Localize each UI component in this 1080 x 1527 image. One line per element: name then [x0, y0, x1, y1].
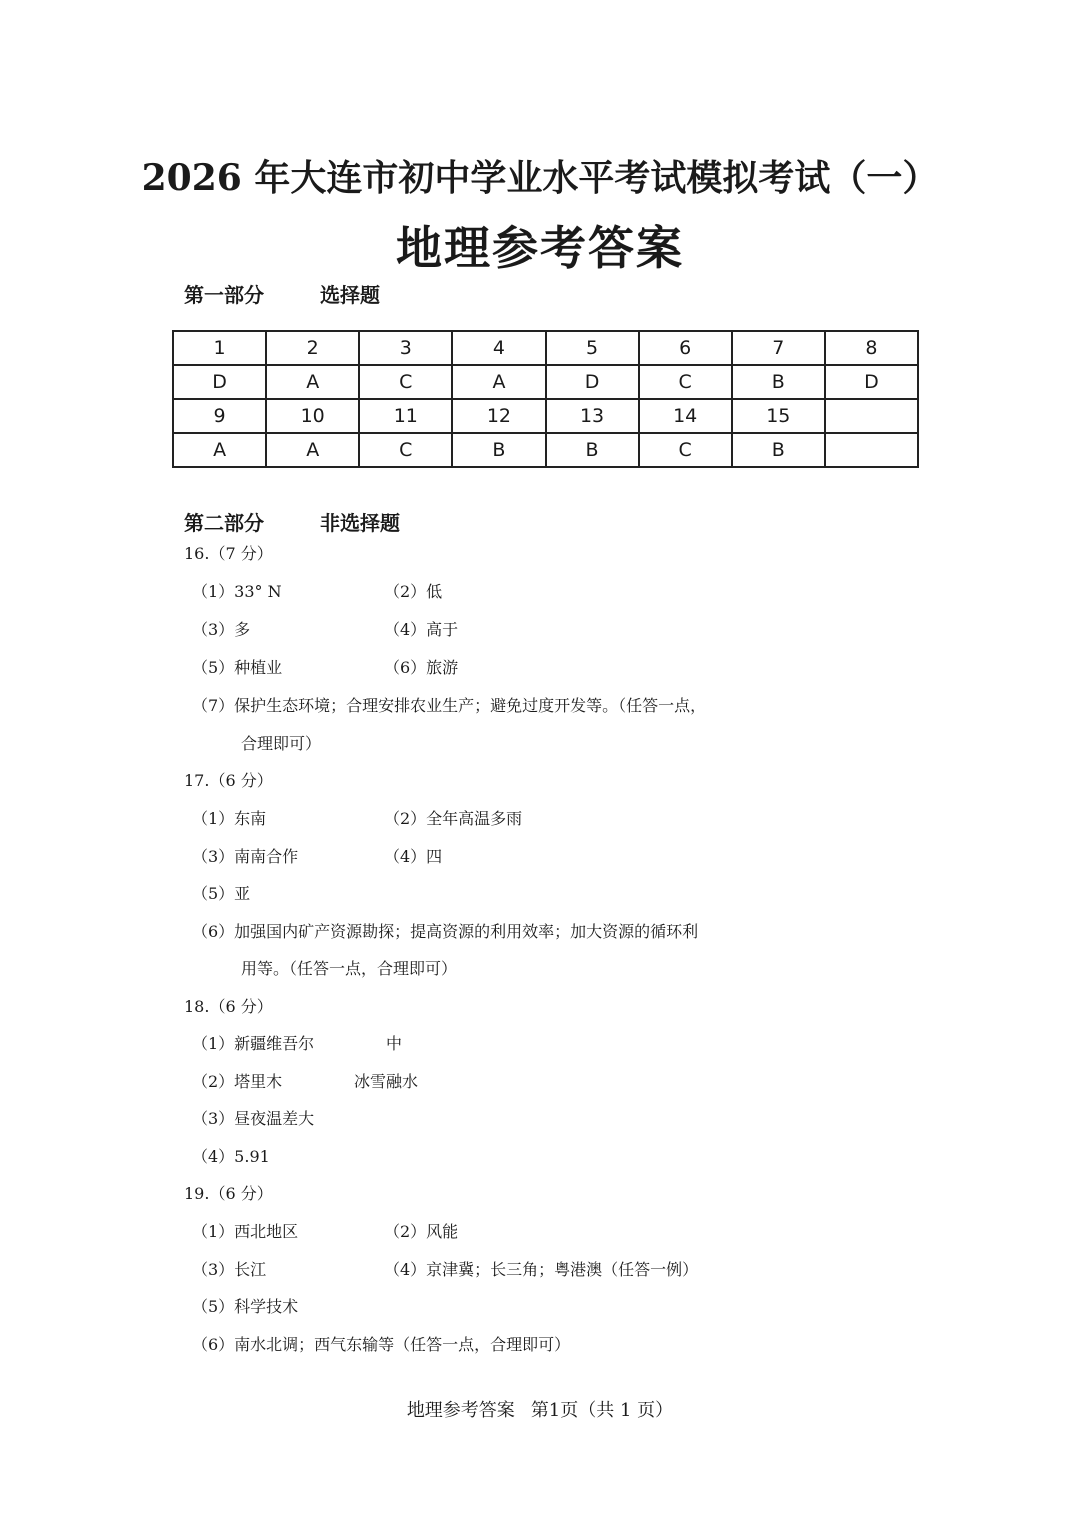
answer-cell: C	[639, 365, 732, 399]
q16-answer-3: （3）多	[192, 620, 251, 639]
q18-answer-2-extra: 冰雪融水	[354, 1072, 419, 1091]
q17-answer-1: （1）东南	[192, 809, 267, 828]
q18-answer-1: （1）新疆维吾尔	[192, 1034, 315, 1053]
answer-row	[173, 365, 918, 399]
question-number-cell: 13	[546, 399, 639, 433]
part2-heading	[184, 507, 400, 536]
question-number-cell: 15	[732, 399, 825, 433]
q16-answer-1: （1）33° N	[192, 582, 282, 601]
q17-answer-5: （5）亚	[192, 884, 251, 903]
question-number-cell: 10	[266, 399, 359, 433]
q19-answer-4: （4）京津冀；长三角；粤港澳（任答一例）	[384, 1260, 699, 1279]
q16-answer-4: （4）高于	[384, 620, 459, 639]
part1-name: 选择题	[320, 283, 380, 307]
answer-cell: C	[359, 433, 452, 467]
q19-answer-6: （6）南水北调；西气东输等（任答一点，合理即可）	[192, 1335, 571, 1354]
question-number-cell: 14	[639, 399, 732, 433]
q16-answer-7: （7）保护生态环境；合理安排农业生产；避免过度开发等。（任答一点，	[192, 696, 707, 715]
part1-heading	[184, 279, 380, 308]
q16-answer-6: （6）旅游	[384, 658, 459, 677]
q18-heading: 18.（6 分）	[184, 997, 273, 1016]
q18-answer-1-extra: 中	[386, 1034, 403, 1053]
q17-answer-6: （6）加强国内矿产资源勘探；提高资源的利用效率；加大资源的循环利	[192, 922, 699, 941]
q18-answer-4: （4）5.91	[192, 1147, 270, 1166]
question-number-cell	[825, 399, 918, 433]
footer-doc-name: 地理参考答案	[406, 1400, 515, 1421]
q19-answer-2: （2）风能	[384, 1222, 459, 1241]
question-number-cell: 11	[359, 399, 452, 433]
multiple-choice-answer-table	[172, 330, 919, 468]
q17-answer-4: （4）四	[384, 847, 443, 866]
q17-answer-6-continued: 用等。（任答一点，合理即可）	[241, 959, 458, 978]
question-number-cell: 4	[452, 331, 545, 365]
answer-cell	[825, 433, 918, 467]
page-footer	[0, 1396, 1080, 1422]
question-number-cell: 3	[359, 331, 452, 365]
q19-answer-1: （1）西北地区	[192, 1222, 299, 1241]
q16-answer-5: （5）种植业	[192, 658, 283, 677]
question-number-cell: 8	[825, 331, 918, 365]
question-number-cell: 9	[173, 399, 266, 433]
question-number-cell: 1	[173, 331, 266, 365]
answer-cell: D	[825, 365, 918, 399]
q18-answer-2: （2）塔里木	[192, 1072, 283, 1091]
answer-cell: C	[639, 433, 732, 467]
answer-cell: A	[266, 433, 359, 467]
answer-cell: A	[173, 433, 266, 467]
question-number-cell: 5	[546, 331, 639, 365]
answer-cell: B	[452, 433, 545, 467]
question-number-cell: 12	[452, 399, 545, 433]
question-number-cell: 2	[266, 331, 359, 365]
q17-heading: 17.（6 分）	[184, 771, 273, 790]
q17-answer-3: （3）南南合作	[192, 847, 299, 866]
q16-answer-7-continued: 合理即可）	[241, 734, 322, 753]
part2-label: 第二部分	[184, 511, 264, 535]
answer-cell: A	[266, 365, 359, 399]
answer-cell: B	[732, 433, 825, 467]
question-number-cell: 6	[639, 331, 732, 365]
answer-cell: A	[452, 365, 545, 399]
q16-heading: 16.（7 分）	[184, 544, 273, 563]
q19-heading: 19.（6 分）	[184, 1184, 273, 1203]
q18-answer-3: （3）昼夜温差大	[192, 1109, 315, 1128]
q17-answer-2: （2）全年高温多雨	[384, 809, 523, 828]
exam-title: 2026 年大连市初中学业水平考试模拟考试（一）	[141, 157, 939, 199]
q19-answer-5: （5）科学技术	[192, 1297, 299, 1316]
question-number-row	[173, 331, 918, 365]
q16-answer-2: （2）低	[384, 582, 443, 601]
part2-name: 非选择题	[320, 511, 400, 535]
answer-cell: B	[732, 365, 825, 399]
answer-cell: D	[546, 365, 639, 399]
q19-answer-3: （3）长江	[192, 1260, 267, 1279]
part1-label: 第一部分	[184, 283, 264, 307]
answer-row	[173, 433, 918, 467]
question-number-row	[173, 399, 918, 433]
question-number-cell: 7	[732, 331, 825, 365]
answer-cell: B	[546, 433, 639, 467]
answer-cell: C	[359, 365, 452, 399]
answer-cell: D	[173, 365, 266, 399]
footer-page-number: 第1页（共 1 页）	[530, 1400, 674, 1421]
answer-key-title: 地理参考答案	[396, 221, 684, 275]
